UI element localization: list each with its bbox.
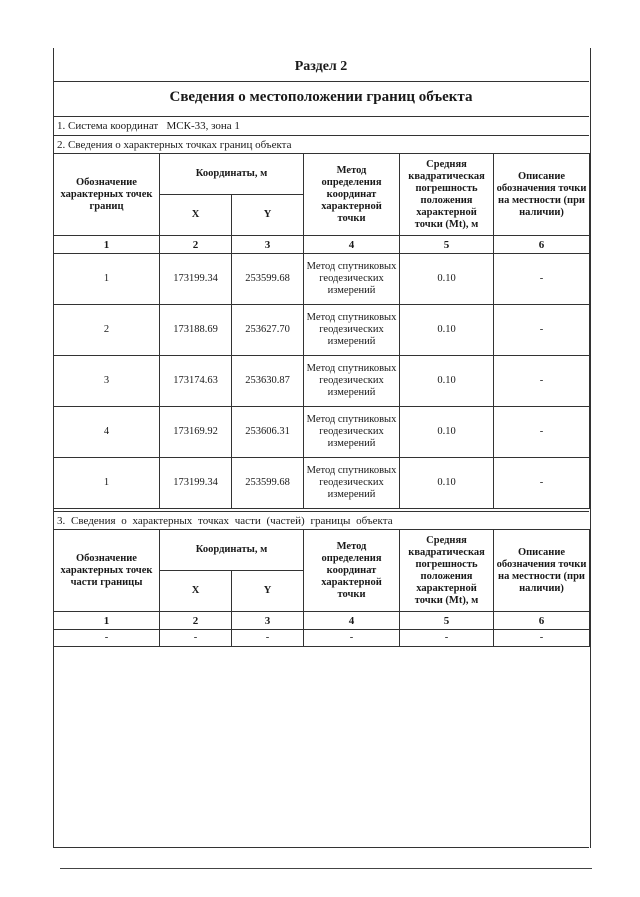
header-coordinates: Координаты, м [160, 154, 304, 195]
column-number: 5 [400, 236, 494, 254]
coord-system-line [53, 116, 589, 135]
header-coordinates: Координаты, м [160, 530, 304, 571]
mt-value: - [400, 630, 494, 647]
point-id: 2 [54, 305, 160, 356]
coord-y: 253599.68 [232, 254, 304, 305]
header-description: Описание обозначения точки на местности (при наличии) [494, 154, 590, 236]
table-row [54, 458, 590, 509]
table2-caption [53, 511, 589, 530]
description: - [494, 458, 590, 509]
description: - [494, 305, 590, 356]
coord-x: 173199.34 [160, 254, 232, 305]
mt-value: 0.10 [400, 407, 494, 458]
header-x: X [160, 571, 232, 612]
method: Метод спутниковых геодезических измерений [304, 407, 400, 458]
column-number: 6 [494, 236, 590, 254]
footer-rule [60, 868, 592, 869]
coord-y: 253627.70 [232, 305, 304, 356]
method: Метод спутниковых геодезических измерений [304, 356, 400, 407]
header-method: Метод определения координат характерной точки [304, 154, 400, 236]
mt-value: 0.10 [400, 305, 494, 356]
mt-value: 0.10 [400, 356, 494, 407]
table-row [54, 305, 590, 356]
table-row [54, 356, 590, 407]
page-heading: Сведения о местоположении границ объекта [53, 81, 589, 112]
table1-caption: 2. Сведения о характерных точках границ объекта [53, 135, 589, 154]
point-id: 1 [54, 254, 160, 305]
column-number: 1 [54, 236, 160, 254]
header-method: Метод определения координат характерной точки [304, 530, 400, 612]
point-id: 3 [54, 356, 160, 407]
column-number: 1 [54, 612, 160, 630]
table2-caption-text: 3. Сведения о характерных точках части (частей) границы объекта [57, 515, 393, 527]
mt-value: 0.10 [400, 254, 494, 305]
column-number: 4 [304, 612, 400, 630]
header-x: X [160, 195, 232, 236]
column-number: 6 [494, 612, 590, 630]
coord-x: 173199.34 [160, 458, 232, 509]
coord-x: 173188.69 [160, 305, 232, 356]
method: Метод спутниковых геодезических измерений [304, 305, 400, 356]
column-number: 3 [232, 612, 304, 630]
coord-y: 253599.68 [232, 458, 304, 509]
description: - [494, 630, 590, 647]
header-description: Описание обозначения точки на местности (при наличии) [494, 530, 590, 612]
coord-system-label: 1. Система координат [57, 120, 159, 132]
column-number: 2 [160, 236, 232, 254]
point-id: 1 [54, 458, 160, 509]
header-designation: Обозначение характерных точек части границы [54, 530, 160, 612]
description: - [494, 254, 590, 305]
header-y: Y [232, 195, 304, 236]
point-id: - [54, 630, 160, 647]
section-title: Раздел 2 [294, 59, 348, 74]
point-id: 4 [54, 407, 160, 458]
boundary-points-table [53, 153, 590, 509]
header-designation: Обозначение характерных точек границ [54, 154, 160, 236]
column-number: 5 [400, 612, 494, 630]
frame-bottom-edge [53, 847, 589, 848]
description: - [494, 356, 590, 407]
column-number: 2 [160, 612, 232, 630]
header-error: Средняя квадратическая погрешность положения характерной точки (Mt), м [400, 154, 494, 236]
coord-y: 253630.87 [232, 356, 304, 407]
method: Метод спутниковых геодезических измерений [304, 458, 400, 509]
coord-system-value: МСК-33, зона 1 [166, 120, 240, 132]
column-number: 4 [304, 236, 400, 254]
coord-y: 253606.31 [232, 407, 304, 458]
table-row [54, 254, 590, 305]
part-boundary-points-table [53, 529, 590, 647]
header-y: Y [232, 571, 304, 612]
description: - [494, 407, 590, 458]
table-row [54, 630, 590, 647]
mt-value: 0.10 [400, 458, 494, 509]
header-error: Средняя квадратическая погрешность положения характерной точки (Mt), м [400, 530, 494, 612]
coord-x: 173169.92 [160, 407, 232, 458]
table-row [54, 407, 590, 458]
coord-x: - [160, 630, 232, 647]
column-number: 3 [232, 236, 304, 254]
coord-x: 173174.63 [160, 356, 232, 407]
method: - [304, 630, 400, 647]
coord-y: - [232, 630, 304, 647]
method: Метод спутниковых геодезических измерений [304, 254, 400, 305]
